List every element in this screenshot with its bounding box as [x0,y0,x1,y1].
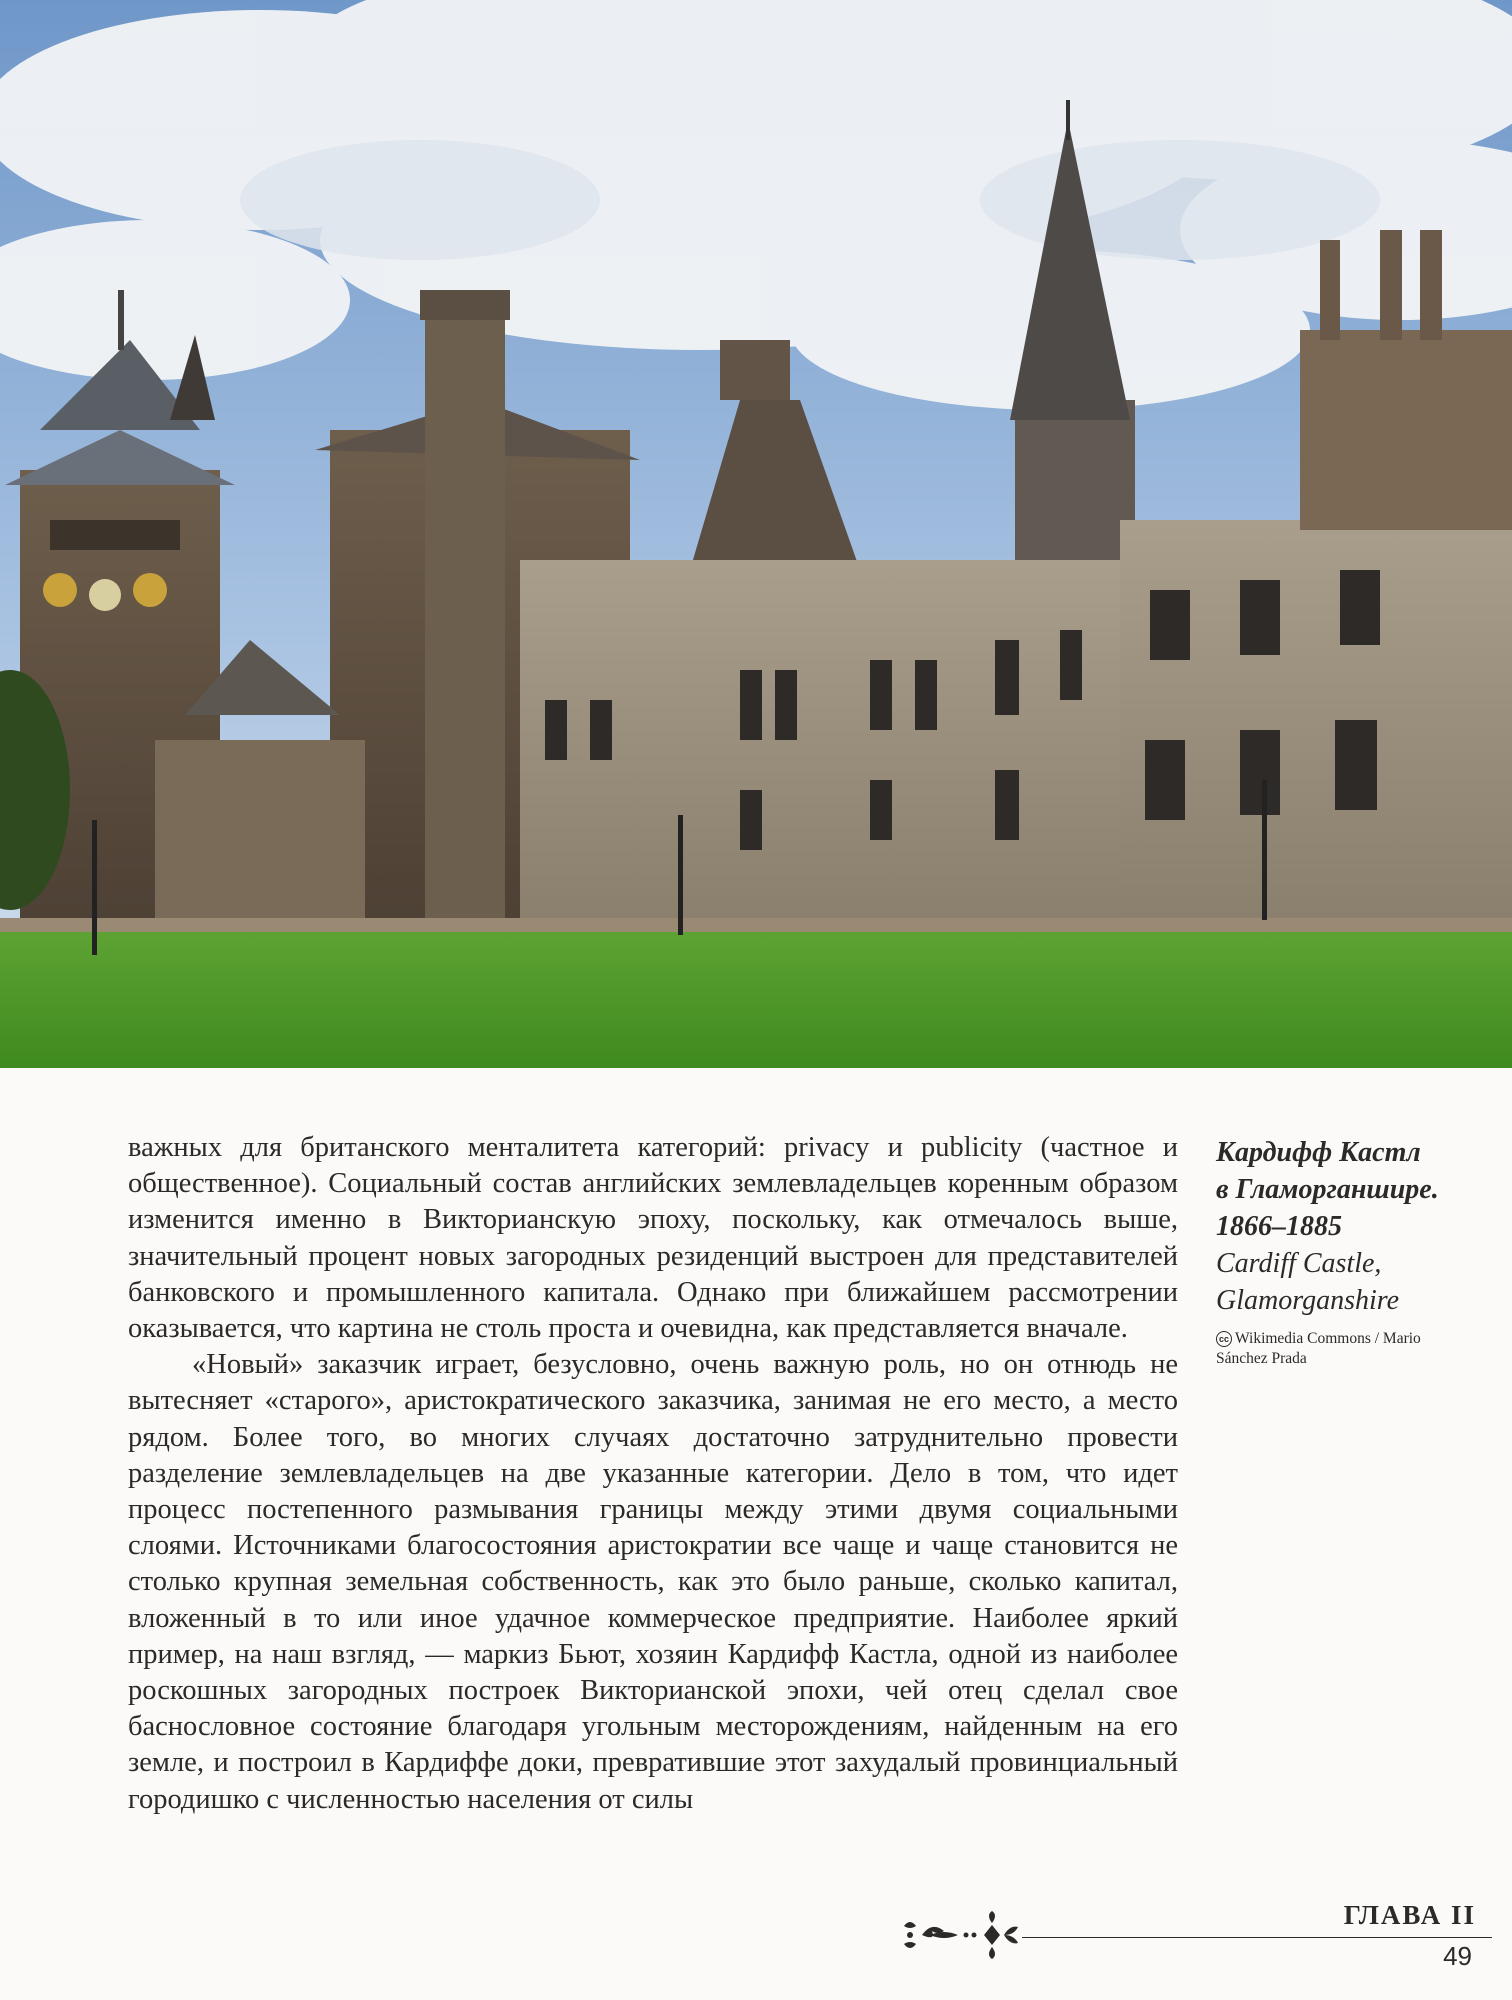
article-body [128,1130,1178,1818]
caption-title-ru-line: в Гламорганшире. [1216,1174,1439,1205]
footer-rule [1022,1937,1492,1938]
caption-title-en [1216,1245,1496,1319]
photo-credit [1216,1329,1496,1369]
creative-commons-icon: cc [1216,1331,1232,1347]
caption-title-en-line: Cardiff Castle, [1216,1248,1382,1279]
chapter-label: ГЛАВА II [1343,1900,1476,1930]
credit-line: Sánchez Prada [1216,1350,1307,1367]
page-number: 49 [1443,1941,1472,1971]
credit-line: Wikimedia Commons / Mario [1235,1330,1421,1347]
caption-title-en-line: Glamorganshire [1216,1285,1400,1316]
caption-title-ru-line: Кардифф Кастл [1216,1137,1421,1168]
lawn [0,930,1512,1068]
ornament-icon [900,1910,1025,1960]
paragraph: важных для британского менталитета категорий: privacy и publicity (частное и общественное). Социальный состав английских землевладельцев коренным образом изменится именно в Викторианскую эпоху, поскольку, как отмечалось выше, значительный процент новых загородных резиденций выстроен для представителей банковского и промышленного капитала. Однако при ближайшем рассмотрении оказывается, что картина не столь проста и очевидна, как представляется вначале. [128,1132,1178,1345]
paragraph: «Новый» заказчик играет, безусловно, очень важную роль, но он отнюдь не вытесняет «старого», аристократического заказчика, занимая не его место, а место рядом. Более того, во многих случаях достаточно затруднительно провести разделение землевладельцев на две указанные категории. Дело в том, что идет процесс постепенного размывания границы между этими двумя социальными слоями. Источниками благосостояния аристократии все чаще и чаще становится не столько крупная земельная собственность, как это было раньше, сколько капитал, вложенный в то или иное удачное коммерческое предприятие. Наиболее яркий пример, на наш взгляд, — маркиз Бьют, хозяин Кардифф Кастла, одной из наиболее роскошных загородных построек Викторианской эпохи, чей отец сделал свое баснословное состояние благодаря угольным месторождениям, найденным на его земле, и построил в Кардиффе доки, превратившие этот захудалый провинциальный городишко с численностью населения от силы [128,1349,1178,1815]
caption-dates: 1866–1885 [1216,1211,1342,1242]
photo-caption [1216,1134,1496,1369]
caption-title-ru [1216,1134,1496,1245]
